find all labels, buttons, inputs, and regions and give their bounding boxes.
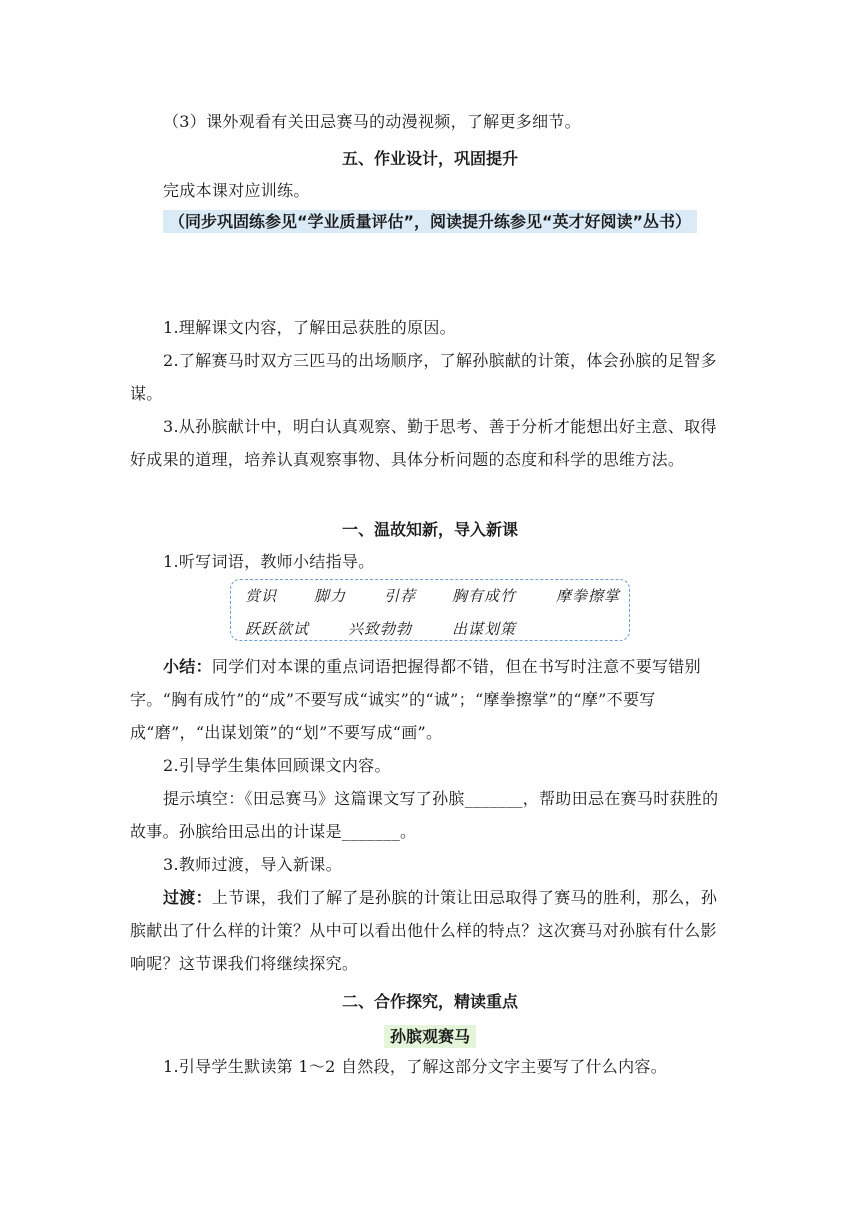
vocab-word: 胸有成竹 [452,587,517,605]
vocab-word: 摩拳擦掌 [556,587,621,605]
vocab-word: 出谋划策 [452,620,517,638]
transition-label: 过渡： [163,888,212,907]
goal-3: 3.从孙膑献计中，明白认真观察、勤于思考、善于分析才能想出好主意、取得好成果的道理，培养认真观察事物、具体分析问题的态度和科学的思维方法。 [130,417,717,469]
summary-label: 小结： [163,657,212,676]
video-line: （3）课外观看有关田忌赛马的动漫视频，了解更多细节。 [163,112,581,131]
step3-line: 3.教师过渡，导入新课。 [163,855,342,874]
subsection-title-wrapper [130,1024,730,1047]
read-step-line: 1.引导学生默读第 1～2 自然段，了解这部分文字主要写了什么内容。 [163,1057,667,1076]
transition-paragraph [130,881,730,980]
goal-1: 1.理解课文内容，了解田忌获胜的原因。 [163,318,456,337]
reference-note-wrapper [130,209,730,232]
section1-title: 一、温故知新，导入新课 [341,520,518,539]
transition-text: 上节课，我们了解了是孙膑的计策让田忌取得了赛马的胜利，那么，孙膑献出了什么样的计策？从中可以看出他什么样的特点？这次赛马对孙膑有什么影响呢？这节课我们将继续探究。 [130,888,718,973]
section2-title: 二、合作探究，精读重点 [341,992,518,1011]
homework-line: 完成本课对应训练。 [163,181,310,200]
reference-note: （同步巩固练参见“学业质量评估”，阅读提升练参见“英才好阅读”丛书） [163,210,697,233]
section5-title: 五、作业设计，巩固提升 [341,149,518,168]
vocab-word: 脚力 [314,587,347,605]
vocab-word: 赏识 [245,587,278,605]
summary-paragraph [130,650,730,749]
vocab-word: 兴致勃勃 [348,620,413,638]
step2-line: 2.引导学生集体回顾课文内容。 [163,756,391,775]
goal-2: 2.了解赛马时双方三匹马的出场顺序，了解孙膑献的计策，体会孙膑的足智多谋。 [130,351,717,403]
summary-text: 同学们对本课的重点词语把握得都不错，但在书写时注意不要写错别字。“胸有成竹”的“成”不要写成“诚实”的“诚”；“摩拳擦掌”的“摩”不要写成“磨”，“出谋划策”的“划”不要写成“画”。 [130,657,701,742]
vocab-word: 引荐 [384,587,417,605]
step1-line: 1.听写词语，教师小结指导。 [163,552,375,571]
subsection-title: 孙膑观赛马 [384,1025,476,1048]
fill-prompt: 提示填空：《田忌赛马》这篇课文写了孙膑_______，帮助田忌在赛马时获胜的故事。孙膑给田忌出的计谋是_______。 [130,789,719,841]
vocab-word: 跃跃欲试 [245,620,310,638]
